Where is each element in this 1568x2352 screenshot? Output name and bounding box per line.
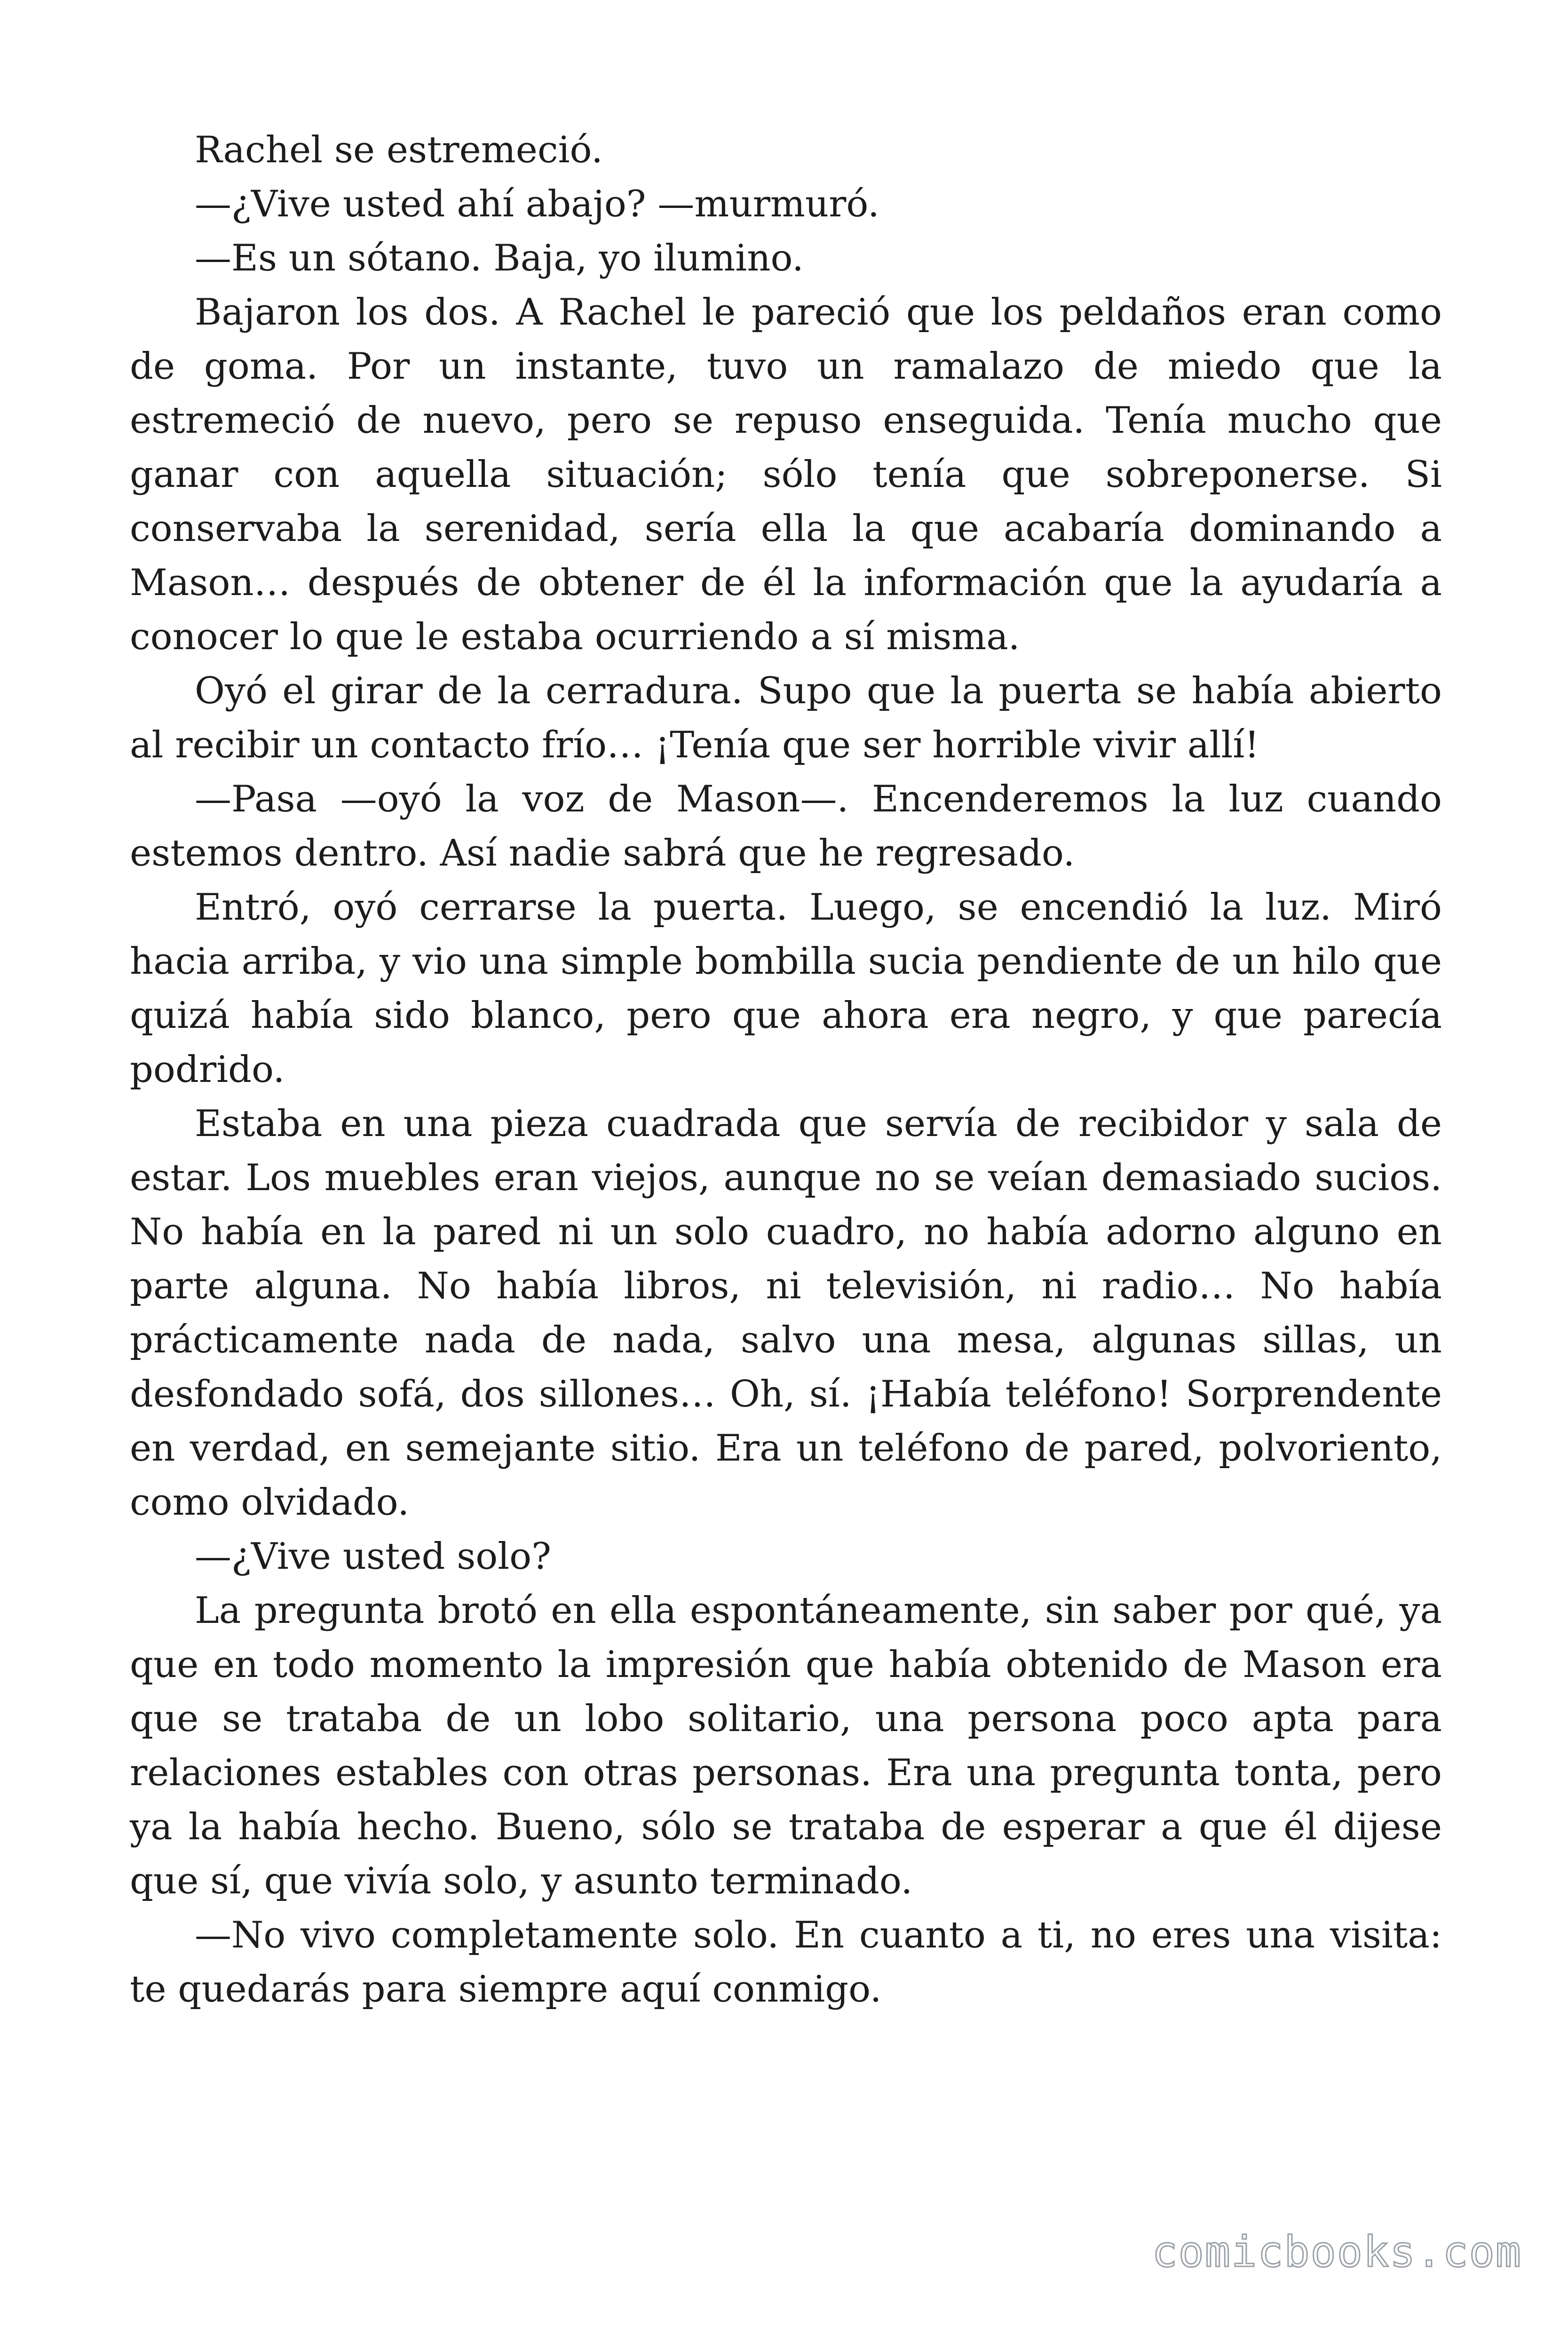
paragraph: —Pasa —oyó la voz de Mason—. Encenderemos la luz cuando estemos dentro. Así nadie sabrá que he regresado.: [130, 778, 1442, 874]
paragraph: La pregunta brotó en ella espontáneamente, sin saber por qué, ya que en todo momento la impresión que había obtenido de Mason era que se trataba de un lobo solitario, una persona poco apta para relaciones estables con otras personas. Era una pregunta tonta, pero ya la había hecho. Bueno, sólo se trataba de esperar a que él dijese que sí, que vivía solo, y asunto terminado.: [130, 1589, 1442, 1902]
paragraph: Entró, oyó cerrarse la puerta. Luego, se encendió la luz. Miró hacia arriba, y vio una simple bombilla sucia pendiente de un hilo que quizá había sido blanco, pero que ahora era negro, y que parecía podrido.: [130, 886, 1442, 1091]
paragraph: —¿Vive usted solo?: [195, 1535, 551, 1578]
paragraph: Oyó el girar de la cerradura. Supo que la puerta se había abierto al recibir un contacto frío… ¡Tenía que ser horrible vivir allí!: [130, 670, 1442, 766]
paragraph: Bajaron los dos. A Rachel le pareció que los peldaños eran como de goma. Por un instante, tuvo un ramalazo de miedo que la estremeció de nuevo, pero se repuso enseguida. Tenía mucho que ganar con aquella situación; sólo tenía que sobreponerse. Si conservaba la serenidad, sería ella la que acabaría dominando a Mason… después de obtener de él la información que la ayudaría a conocer lo que le estaba ocurriendo a sí misma.: [130, 291, 1442, 658]
watermark: comicbooks.com: [1152, 2227, 1522, 2277]
paragraph: —Es un sótano. Baja, yo ilumino.: [195, 237, 804, 279]
book-page-text: [130, 123, 1442, 2017]
paragraph: —¿Vive usted ahí abajo? —murmuró.: [195, 183, 879, 225]
paragraph: Estaba en una pieza cuadrada que servía de recibidor y sala de estar. Los muebles eran viejos, aunque no se veían demasiado sucios. No había en la pared ni un solo cuadro, no había adorno alguno en parte alguna. No había libros, ni televisión, ni radio… No había prácticamente nada de nada, salvo una mesa, algunas sillas, un desfondado sofá, dos sillones… Oh, sí. ¡Había teléfono! Sorprendente en verdad, en semejante sitio. Era un teléfono de pared, polvoriento, como olvidado.: [130, 1103, 1442, 1524]
paragraph: Rachel se estremeció.: [195, 129, 603, 171]
paragraph: —No vivo completamente solo. En cuanto a ti, no eres una visita: te quedarás para siempre aquí conmigo.: [130, 1914, 1442, 2010]
